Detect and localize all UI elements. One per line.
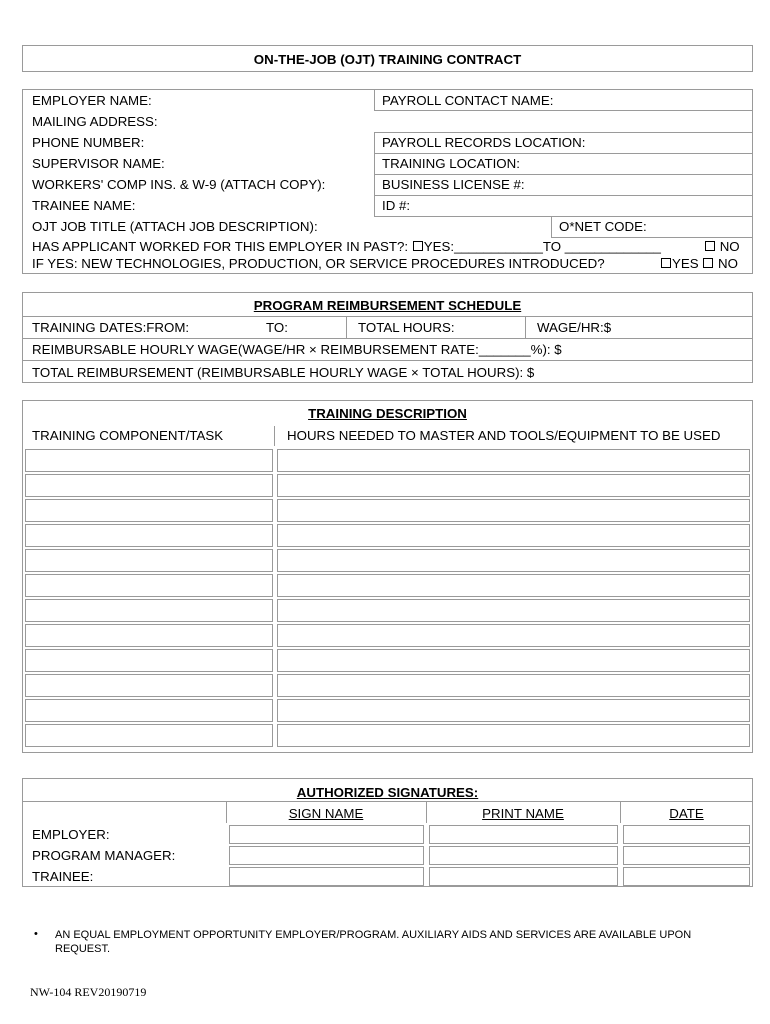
training-dates-from-field[interactable]: TRAINING DATES:FROM: bbox=[32, 320, 190, 335]
training-hours-tools-cell[interactable] bbox=[277, 599, 750, 622]
new-tech-options: YES NO bbox=[660, 256, 738, 272]
training-dates-to-field[interactable]: TO: bbox=[266, 320, 288, 335]
date-cell[interactable] bbox=[623, 867, 750, 886]
worked-past-no-option: NO bbox=[704, 239, 740, 255]
ojt-job-title-field[interactable]: OJT JOB TITLE (ATTACH JOB DESCRIPTION): bbox=[32, 219, 318, 234]
eeo-statement-line2: REQUEST. bbox=[55, 943, 111, 955]
training-component-cell[interactable] bbox=[25, 524, 273, 547]
training-hours-tools-cell[interactable] bbox=[277, 724, 750, 747]
col-print-name: PRINT NAME bbox=[482, 806, 564, 821]
col-training-component: TRAINING COMPONENT/TASK bbox=[32, 428, 224, 443]
onet-code-field[interactable]: O*NET CODE: bbox=[559, 219, 647, 234]
phone-number-field[interactable]: PHONE NUMBER: bbox=[32, 135, 145, 150]
workers-comp-field[interactable]: WORKERS' COMP INS. & W-9 (ATTACH COPY): bbox=[32, 177, 326, 192]
print-name-cell[interactable] bbox=[429, 846, 618, 865]
employer-name-field[interactable]: EMPLOYER NAME: bbox=[32, 93, 152, 108]
signatures-title: AUTHORIZED SIGNATURES: bbox=[296, 785, 479, 800]
training-location-field[interactable]: TRAINING LOCATION: bbox=[382, 156, 520, 171]
training-component-cell[interactable] bbox=[25, 474, 273, 497]
training-hours-tools-cell[interactable] bbox=[277, 674, 750, 697]
training-hours-tools-cell[interactable] bbox=[277, 549, 750, 572]
reimbursable-hourly-wage-field[interactable]: REIMBURSABLE HOURLY WAGE(WAGE/HR × REIMBURSEMENT RATE:_______%): $ bbox=[32, 342, 562, 357]
training-hours-tools-cell[interactable] bbox=[277, 624, 750, 647]
new-tech-yes-checkbox[interactable] bbox=[661, 258, 671, 268]
mailing-address-field[interactable]: MAILING ADDRESS: bbox=[32, 114, 158, 129]
worked-in-past-question: HAS APPLICANT WORKED FOR THIS EMPLOYER IN PAST?: YES:____________TO _____________ bbox=[32, 239, 661, 254]
new-technologies-question: IF YES: NEW TECHNOLOGIES, PRODUCTION, OR SERVICE PROCEDURES INTRODUCED? bbox=[32, 256, 605, 271]
training-hours-tools-cell[interactable] bbox=[277, 699, 750, 722]
training-component-cell[interactable] bbox=[25, 499, 273, 522]
training-component-cell[interactable] bbox=[25, 599, 273, 622]
sign-name-cell[interactable] bbox=[229, 846, 424, 865]
date-cell[interactable] bbox=[623, 846, 750, 865]
total-reimbursement-field[interactable]: TOTAL REIMBURSEMENT (REIMBURSABLE HOURLY WAGE × TOTAL HOURS): $ bbox=[32, 365, 535, 380]
worked-past-yes-checkbox[interactable] bbox=[413, 241, 423, 251]
training-hours-tools-cell[interactable] bbox=[277, 499, 750, 522]
new-tech-no-checkbox[interactable] bbox=[703, 258, 713, 268]
col-sign-name: SIGN NAME bbox=[288, 806, 364, 821]
training-component-cell[interactable] bbox=[25, 724, 273, 747]
sign-name-cell[interactable] bbox=[229, 825, 424, 844]
training-hours-tools-cell[interactable] bbox=[277, 474, 750, 497]
training-hours-tools-cell[interactable] bbox=[277, 574, 750, 597]
training-title: TRAINING DESCRIPTION bbox=[308, 406, 467, 421]
form-title: ON-THE-JOB (OJT) TRAINING CONTRACT bbox=[253, 52, 522, 67]
supervisor-name-field[interactable]: SUPERVISOR NAME: bbox=[32, 156, 165, 171]
worked-past-no-checkbox[interactable] bbox=[705, 241, 715, 251]
col-date: DATE bbox=[669, 806, 704, 821]
print-name-cell[interactable] bbox=[429, 825, 618, 844]
training-component-cell[interactable] bbox=[25, 574, 273, 597]
payroll-contact-name-field[interactable]: PAYROLL CONTACT NAME: bbox=[382, 93, 554, 108]
print-name-cell[interactable] bbox=[429, 867, 618, 886]
training-component-cell[interactable] bbox=[25, 649, 273, 672]
training-hours-tools-cell[interactable] bbox=[277, 449, 750, 472]
sign-name-cell[interactable] bbox=[229, 867, 424, 886]
payroll-records-location-field[interactable]: PAYROLL RECORDS LOCATION: bbox=[382, 135, 586, 150]
signature-label-employer: EMPLOYER: bbox=[32, 827, 110, 842]
training-component-cell[interactable] bbox=[25, 624, 273, 647]
signature-label-trainee: TRAINEE: bbox=[32, 869, 94, 884]
col-hours-tools: HOURS NEEDED TO MASTER AND TOOLS/EQUIPMENT TO BE USED bbox=[287, 428, 721, 443]
wage-hr-field[interactable]: WAGE/HR:$ bbox=[537, 320, 612, 335]
signature-label-program-manager: PROGRAM MANAGER: bbox=[32, 848, 176, 863]
business-license-field[interactable]: BUSINESS LICENSE #: bbox=[382, 177, 525, 192]
training-component-cell[interactable] bbox=[25, 549, 273, 572]
reimbursement-title: PROGRAM REIMBURSEMENT SCHEDULE bbox=[253, 298, 522, 313]
training-component-cell[interactable] bbox=[25, 699, 273, 722]
form-number: NW-104 REV20190719 bbox=[30, 985, 147, 999]
trainee-name-field[interactable]: TRAINEE NAME: bbox=[32, 198, 136, 213]
training-component-cell[interactable] bbox=[25, 674, 273, 697]
eeo-statement-line1: AN EQUAL EMPLOYMENT OPPORTUNITY EMPLOYER/PROGRAM. AUXILIARY AIDS AND SERVICES ARE AVAILABLE UPON bbox=[55, 929, 692, 941]
training-component-cell[interactable] bbox=[25, 449, 273, 472]
training-hours-tools-cell[interactable] bbox=[277, 524, 750, 547]
total-hours-field[interactable]: TOTAL HOURS: bbox=[358, 320, 455, 335]
trainee-id-field[interactable]: ID #: bbox=[382, 198, 411, 213]
eeo-bullet: • bbox=[34, 928, 38, 940]
training-hours-tools-cell[interactable] bbox=[277, 649, 750, 672]
date-cell[interactable] bbox=[623, 825, 750, 844]
